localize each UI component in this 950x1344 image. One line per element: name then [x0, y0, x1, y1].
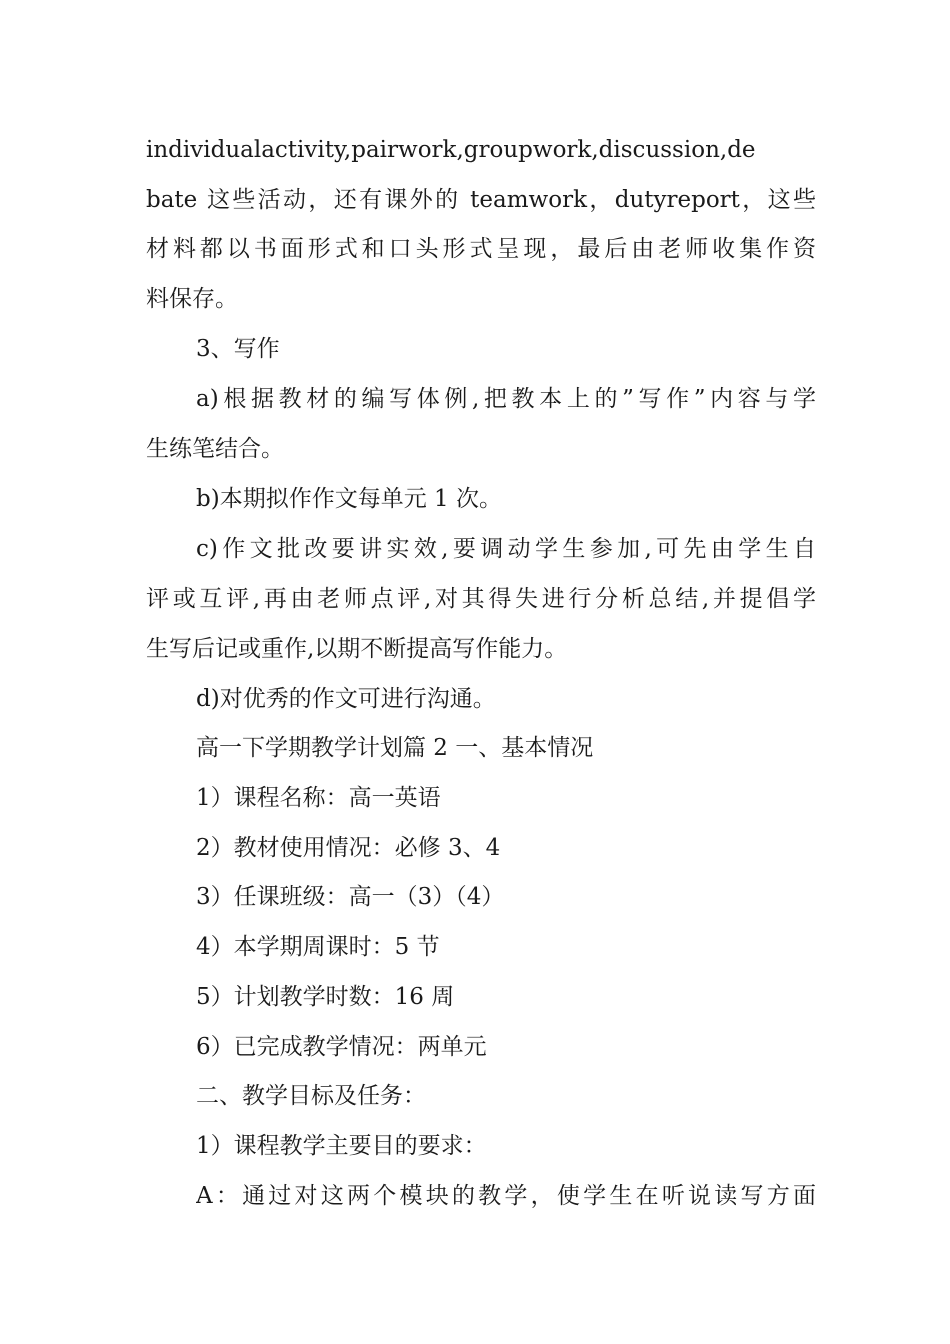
text-line: 料保存。	[146, 286, 238, 312]
text-line: 生写后记或重作,以期不断提高写作能力。	[146, 636, 568, 662]
text-line: 评或互评,再由老师点评,对其得失进行分析总结,并提倡学	[146, 586, 816, 612]
list-item: 2）教材使用情况：必修 3、4	[196, 835, 501, 861]
text-line: individualactivity,pairwork,groupwork,discussion,de	[146, 137, 756, 163]
list-item: 3）任课班级：高一（3）（4）	[196, 884, 505, 910]
text-line: b)本期拟作作文每单元 1 次。	[196, 486, 502, 512]
text-line: c)作文批改要讲实效,要调动学生参加,可先由学生自	[196, 536, 816, 562]
section-heading: 高一下学期教学计划篇 2 一、基本情况	[196, 735, 594, 761]
text-line: 生练笔结合。	[146, 436, 284, 462]
text-line: a)根据教材的编写体例,把教本上的”写作”内容与学	[196, 386, 816, 412]
section-heading: 二、教学目标及任务：	[196, 1083, 426, 1109]
text-line: A：通过对这两个模块的教学，使学生在听说读写方面	[196, 1183, 816, 1209]
list-item: 1）课程教学主要目的要求：	[196, 1133, 487, 1159]
list-item: 4）本学期周课时：5 节	[196, 934, 440, 960]
list-item: 1）课程名称：高一英语	[196, 785, 441, 811]
list-item: 5）计划教学时数：16 周	[196, 984, 455, 1010]
text-line: 材料都以书面形式和口头形式呈现，最后由老师收集作资	[146, 236, 816, 262]
section-heading: 3、写作	[196, 336, 280, 362]
text-line: d)对优秀的作文可进行沟通。	[196, 686, 496, 712]
text-line: bate 这些活动，还有课外的 teamwork，dutyreport，这些	[146, 187, 816, 213]
list-item: 6）已完成教学情况：两单元	[196, 1034, 487, 1060]
